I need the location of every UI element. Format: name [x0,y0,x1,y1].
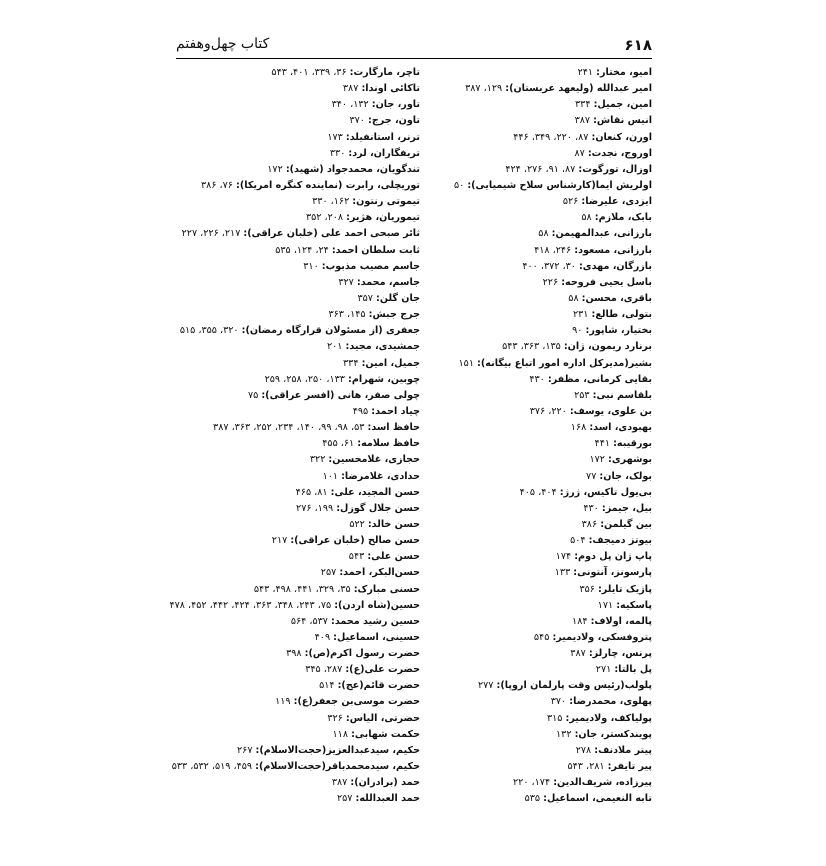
index-entry-name: پاپ ژان پل دوم: [574,551,652,563]
index-entry-name: تابه النعیمی، اسماعیل: [543,793,652,805]
index-entry [180,662,420,678]
index-entry-name: حضرت علی(ع): [345,664,420,676]
index-entry-name: تیموتی رنتون: [352,196,420,208]
index-entry-name: بتولی، طالع: [591,309,652,321]
index-entry [180,259,420,275]
index-entry-pages: ۲۵۳ [574,389,590,401]
index-entry [180,178,420,194]
index-entry [171,759,420,775]
index-entry [180,97,420,113]
index-entry-name: حضرت موسی‌بن جعفر(ع): [293,696,420,708]
index-entry [180,420,420,436]
index-entry-pages: ۸۱، ۴۶۵ [295,486,328,498]
index-entry-name: باسل یحیی فروحه: [561,276,652,288]
index-entry-pages: ۱۷۲ [589,454,605,466]
page-number: ۶۱۸ [624,36,652,54]
index-entry [180,485,420,501]
index-entry-name: پل بالتا: [614,664,652,676]
index-entry-pages: ۲۵۷ [320,567,337,579]
index-entry-name: پتروفسکی، ولادیمیر: [552,631,652,643]
index-entry-name: حضرت قائم(عج): [337,680,420,692]
index-entry [180,226,420,242]
index-entry-pages: ۴۳۰ [529,373,545,385]
index-entry-pages: ۱۳۵، ۳۶۳، ۵۴۳ [502,341,561,353]
index-entry-pages: ۲۷۷ [478,680,494,692]
index-entry [180,323,420,339]
index-entry-pages: ۱۳۳، ۲۵۰، ۲۵۸، ۲۵۹ [264,373,345,385]
index-entry-pages: ۴۹۵ [352,405,369,417]
index-entry [180,678,420,694]
index-entry [169,598,420,614]
index-entry-pages: ۱۳۲، ۳۴۰ [331,99,369,111]
index-entry-name: حمد العبدالله: [355,793,420,805]
book-title: کتاب چهل‌وهفتم [176,36,270,52]
index-entry-pages: ۷۵ [247,389,259,401]
index-entry-pages: ۳۱۰ [303,260,319,272]
index-entry-name: حسن المجید، علی: [330,486,420,498]
index-entry-name: حسن‌البکر، احمد: [339,567,420,579]
index-entry-pages: ۱۷۴، ۲۲۰ [513,777,551,789]
index-entry-name: بیل، جیمز: [601,502,652,514]
index-entry-pages: ۵۳۷، ۵۶۴ [290,615,328,627]
index-entry-pages: ۳۷۰ [349,115,365,127]
index-entry-name: حدادی، غلامرضا: [341,470,420,482]
index-entry-name: امین، جمیل: [593,99,652,111]
index-entry-name: حسین رشید محمد: [331,615,420,627]
index-entry-pages: ۳۵۷ [357,292,373,304]
index-entry-name: جعفری (از مسئولان قرارگاه رمضان): [241,325,420,337]
index-entry-name: حسن جلال گوزل: [336,502,420,514]
index-entry-pages: ۴۴۱ [594,438,611,450]
index-entry-name: انیس نقاش: [593,115,652,127]
index-entry [180,356,420,372]
index-entry-pages: ۳۵۶ [579,583,595,595]
index-entry-pages: ۳۳۰ [329,147,346,159]
index-entry-pages: ۳۸۷ [570,648,586,660]
index-entry-name: بولک، جان: [599,470,652,482]
index-entry-name: حضرتی، الیاس: [345,712,420,724]
index-entry [180,81,420,97]
index-entry-pages: ۳۸۶ [581,518,598,530]
index-entry-name: ثائر صبحی احمد علی (خلبان عراقی): [243,228,420,240]
index-entry-name: جاسم مصیب مذبوب: [321,260,420,272]
index-entry-pages: ۳۶، ۳۳۹، ۴۰۱، ۵۴۳ [271,67,347,78]
index-entry-pages: ۲۴، ۱۲۴، ۵۳۵ [275,244,329,256]
index-entry-name: حجازی، غلامحسین: [328,454,420,466]
index-entry-pages: ۱۹۹، ۲۷۶ [296,502,334,514]
index-entry-name: امیو، مختار: [596,67,652,78]
index-entry [180,694,420,710]
index-entry-pages: ۳۵، ۳۲۹، ۴۴۱، ۴۹۸، ۵۴۳ [253,583,351,595]
index-entry [180,469,420,485]
index-entry [180,501,420,517]
index-entry-name: حمد (برادران): [350,777,420,789]
index-entry [180,436,420,452]
index-entry-name: اوزال، تورگوت: [578,163,652,175]
index-entry-name: بورقیبه: [613,438,652,450]
index-entry [180,194,420,210]
index-entry [180,130,420,146]
index-entry-name: پولیاکف، ولادیمیر: [565,712,652,724]
index-entry [180,727,420,743]
index-entry-pages: ۹۰ [572,325,583,337]
index-entry-name: جمشیدی، مجید: [345,341,420,353]
index-entry-pages: ۵۳۵ [524,793,541,805]
index-entry [180,243,420,259]
index-entry-pages: ۵۴۳ [348,551,365,563]
index-entry-name: حکمت شهابی: [351,728,420,740]
index-entry-name: بلقاسم نبی: [592,389,652,401]
index-entry-name: جمیل، امین: [361,357,420,369]
index-entry-name: حسن خالد: [367,518,420,530]
index-entry-name: بشیر(مدیرکل اداره امور اتباع بیگانه): [477,357,652,369]
index-entry-name: پالمه، اولاف: [590,615,652,627]
index-entry [180,711,420,727]
index-entry [180,162,420,178]
index-entry-pages: ۳۲۶ [327,712,343,724]
index-entry-pages: ۳۷۰ [550,696,567,708]
index-entry [180,646,420,662]
index-entry-pages: ۲۲۰، ۳۷۶ [529,405,567,417]
index-entry-pages: ۳۸۷ [342,83,359,95]
index-entry [180,775,420,791]
index-entry-pages: ۲۰۱ [326,341,343,353]
index-entry [180,582,420,598]
index-entry-pages: ۳۳۴ [343,357,359,369]
index-entry [180,388,420,404]
index-entry-name: حضرت رسول اکرم(ص): [304,648,420,660]
index-entry-name: پاژیک تایلر: [597,583,652,595]
index-entry-pages: ۷۷ [586,470,597,482]
index-entry [180,630,420,646]
header-rule [176,58,652,59]
index-entry-pages: ۳۲۷ [338,276,354,288]
index-entry-pages: ۳۳۴ [575,99,591,111]
index-entry-pages: ۲۴۶، ۴۱۸ [534,244,572,256]
index-entry-name: بیوتز دمیجف: [588,535,652,547]
index-entry-name: پویندکستر، جان: [574,728,652,740]
index-entry-name: پیرزاده، شریف‌الدین: [553,777,652,789]
index-entry-pages: ۲۷۸ [575,744,592,756]
index-entry-name: باقری، محسن: [581,292,652,304]
index-entry-pages: ۱۶۸ [570,422,587,434]
index-entry-name: پلولب(رئیس وقت پارلمان اروپا): [496,680,652,692]
index-entry [180,517,420,533]
index-entry-name: بوشهری: [608,454,652,466]
index-entry-name: اولریش ایما(کارشناس سلاح شیمیایی): [467,179,652,191]
index-entry-pages: ۲۸۷، ۳۴۵ [305,664,343,676]
index-entry-name: حافظ اسد: [367,422,420,434]
index-entry-name: ثابت سلطان احمد: [331,244,420,256]
index-entry-name: برنارد ریمون، ژان: [563,341,652,353]
index-entry-pages: ۴۵۹، ۵۱۹، ۵۳۲، ۵۳۳ [171,761,253,773]
index-entry-pages: ۵۸ [568,292,579,304]
index-entry-name: حکیم، سیدعبدالعزیز(حجت‌الاسلام): [255,744,420,756]
index-entry-pages: ۵۱۴ [319,680,335,692]
index-entry-name: بن علوی، یوسف: [569,405,652,417]
index-entry-name: توریچلی، رابرت (نماینده کنگره امریکا): [236,179,420,191]
index-entry-name: بهبودی، اسد: [589,422,652,434]
index-entry-pages: ۱۷۲ [267,163,283,175]
index-entry-pages: ۲۸۱، ۵۴۳ [567,761,605,773]
index-entry [180,614,420,630]
index-entry-pages: ۵۰ [453,179,465,191]
index-entry-pages: ۸۷ [574,147,585,159]
index-entry [180,146,420,162]
index-entry-pages: ۱۵۱ [458,357,474,369]
index-entry [180,533,420,549]
index-entry-name: ایزدی، علیرضا: [581,196,652,208]
index-entry-name: تندگویان، محمدجواد (شهید): [285,163,420,175]
index-entry-pages: ۲۴۱ [577,67,594,78]
index-entry-name: پارسونز، آنتونی: [573,567,652,579]
index-entry-pages: ۵۰۴ [570,535,586,547]
index-entry-pages: ۱۶۲، ۳۳۰ [312,196,350,208]
index-entry-pages: ۲۳۱ [573,309,589,321]
index-entry [180,743,420,759]
index-entry-pages: ۱۰۱ [322,470,339,482]
index-entry-pages: ۱۲۹، ۳۸۷ [465,83,503,95]
index-entry-pages: ۱۷۴ [555,551,572,563]
index-entry-pages: ۱۳۲ [556,728,572,740]
index-entry-name: چیاد احمد: [371,405,420,417]
index-entry-pages: ۵۳، ۹۸، ۹۹، ۱۴۰، ۲۳۴، ۲۵۲، ۳۶۳، ۳۸۷ [213,422,365,434]
index-entry-pages: ۴۳۰ [583,502,599,514]
index-entry-name: حسینی، اسماعیل: [333,631,420,643]
index-entry-name: حسنی مبارک: [353,583,420,595]
index-entry-name: امیر عبدالله (ولیعهد عربستان): [505,83,652,95]
index-entry-pages: ۳۸۷ [574,115,591,127]
index-entry [180,549,420,565]
index-entry-pages: ۵۸ [581,212,592,224]
index-entry-name: حسن صالح (خلبان عراقی): [290,535,420,547]
index-entry-name: تاون، جرج: [368,115,420,127]
index-entry-pages: ۳۱۵ [546,712,563,724]
index-entry-pages: ۱۴۵، ۳۶۳ [328,309,366,321]
index-entry-pages: ۲۰۸، ۳۵۲ [305,212,344,224]
index-entry-name: حسن علی: [367,551,420,563]
page-header [176,36,652,58]
index-entry-name: بازرگان، مهدی: [578,260,652,272]
index-entry-name: حکیم، سیدمحمدباقر(حجت‌الاسلام): [255,761,420,773]
index-entry [180,339,420,355]
index-entry [180,65,420,81]
index-entry-name: پیتر ملادنف: [594,744,652,756]
index-entry-pages: ۷۶، ۳۸۶ [201,179,233,191]
index-entry-name: تاکائی اوندا: [361,83,420,95]
index-entry-name: تیموریان، هژیر: [346,212,420,224]
index-entry-name: حافظ سلامه: [357,438,420,450]
index-entry-pages: ۸۷، ۹۱، ۲۷۶، ۴۲۴ [505,163,576,175]
index-entry-pages: ۲۷۱ [595,664,612,676]
index-entry-name: حسین(شاه اردن): [334,599,420,611]
index-entry-name: بقایی کرمانی، مظفر: [547,373,652,385]
index-entry-name: بختیار، شاپور: [585,325,652,337]
index-entry-pages: ۳۰، ۳۷۲، ۴۰۰ [522,260,576,272]
index-entry-pages: ۱۱۸ [332,728,348,740]
index-entry-name: جاسم، محمد: [356,276,420,288]
index-entry-name: جان گلن: [375,292,420,304]
index-entry-pages: ۳۲۰، ۳۵۵، ۵۱۵ [179,325,239,337]
index-entry-name: پیر تایفر: [607,761,652,773]
index-entry [180,307,420,323]
index-entry-pages: ۵۲۲ [349,518,365,530]
index-entry-name: پرنس، چارلز: [588,648,652,660]
index-column-left [169,65,420,807]
index-entry-pages: ۱۷۳ [327,131,343,143]
index-entry-name: تاچر، مارگارت: [349,67,420,78]
index-entry-name: بین گیلمن: [600,518,652,530]
index-entry-pages: ۶۱، ۴۵۵ [322,438,355,450]
index-entry [180,210,420,226]
index-entry-name: چولی صفر، هانی (افسر عراقی): [261,389,420,401]
index-entry [180,404,420,420]
index-entry-pages: ۱۳۳ [554,567,571,579]
index-entry-name: چوبین، شهرام: [348,373,420,385]
index-entry-name: بارزانی، مسعود: [574,244,652,256]
index-entry [180,565,420,581]
index-entry-name: بی‌یول تاکیس، ژرژ: [559,486,652,498]
index-entry-pages: ۸۷، ۲۲۰، ۳۴۹، ۴۴۶ [513,131,589,143]
index-entry-pages: ۵۸ [538,228,549,240]
index-entry-name: تریفگاران، لرد: [348,147,420,159]
index-entry-pages: ۵۲۶ [562,196,579,208]
index-entry-pages: ۲۶۷ [237,744,253,756]
index-entry-pages: ۴۰۹ [314,631,331,643]
index-entry-pages: ۴۰۴، ۴۰۵ [519,486,557,498]
index-entry [180,275,420,291]
index-entry-pages: ۵۴۵ [533,631,550,643]
index-entry-name: اورن، کنعان: [591,131,652,143]
index-entry [180,113,420,129]
index-entry-pages: ۳۸۷ [331,777,348,789]
index-entry-name: اوروج، نجدت: [587,147,652,159]
index-entry-name: بارزانی، عبدالمهیمن: [551,228,652,240]
index-entry-pages: ۱۱۹ [275,696,291,708]
index-entry [180,291,420,307]
index-entry-name: بابک، ملازم: [594,212,652,224]
index-entry-pages: ۳۲۲ [309,454,326,466]
index-entry [180,452,420,468]
index-entry-pages: ۲۱۷، ۲۲۶، ۲۲۷ [181,228,241,240]
index-entry-pages: ۲۲۶ [542,276,559,288]
index-entry-name: ترنر، استانفیلد: [345,131,420,143]
index-entry [180,372,420,388]
index-entry-pages: ۳۹۸ [286,648,302,660]
index-entry-name: تاور، جان: [371,99,420,111]
index-entry-pages: ۲۵۷ [337,793,353,805]
index-entry-name: پاسکیه: [616,599,652,611]
index-entry [180,791,420,807]
index-entry-pages: ۷۵، ۲۴۳، ۳۴۸، ۳۶۳، ۴۲۴، ۴۴۲، ۴۵۲، ۴۷۸ [169,599,332,611]
index-entry-pages: ۱۷۱ [597,599,614,611]
index-entry-name: پهلوی، محمدرضا: [569,696,652,708]
index-entry-pages: ۲۱۷ [271,535,288,547]
index-entry-name: جرج جبش: [368,309,420,321]
index-entry-pages: ۱۸۴ [572,615,588,627]
